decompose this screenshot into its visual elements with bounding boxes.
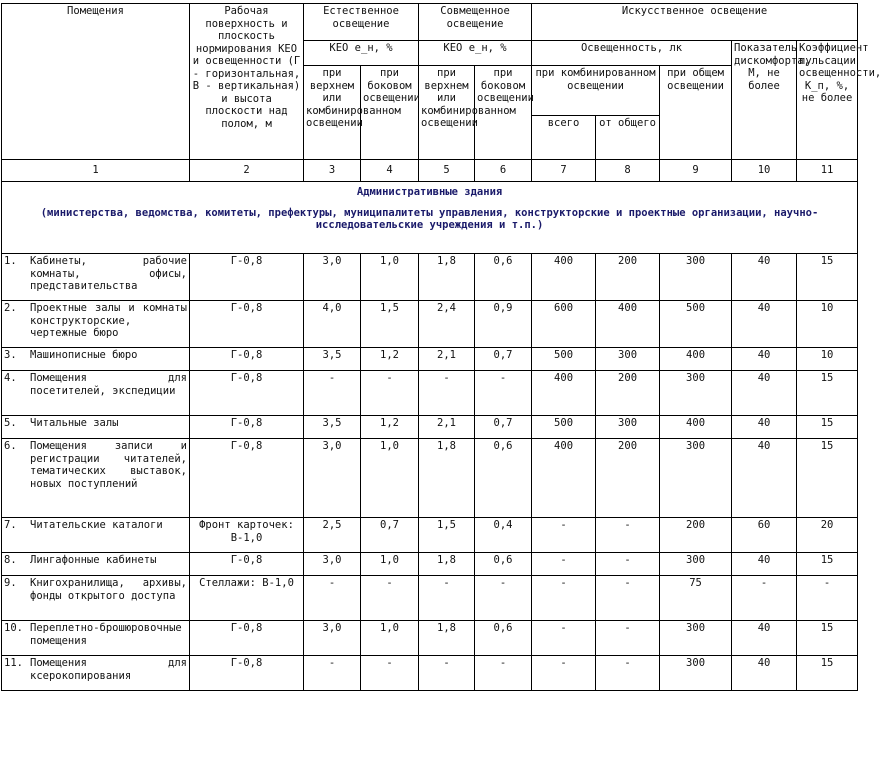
surface-cell: Г-0,8 [190, 656, 304, 691]
value-cell-c8: 400 [596, 301, 660, 348]
surface-cell: Стеллажи: В-1,0 [190, 576, 304, 621]
value-cell-c3: - [304, 576, 361, 621]
value-cell-c6: 0,6 [475, 254, 532, 301]
value-cell-c9: 300 [660, 371, 732, 416]
table-row [2, 518, 858, 553]
value-cell-c6: 0,9 [475, 301, 532, 348]
value-cell-c7: 400 [532, 439, 596, 518]
col-number: 3 [304, 160, 361, 182]
value-cell-c8: - [596, 576, 660, 621]
surface-cell: Г-0,8 [190, 621, 304, 656]
room-cell [2, 371, 190, 416]
value-cell-c5: 1,8 [419, 553, 475, 576]
value-cell-c11: 15 [797, 371, 858, 416]
value-cell-c8: - [596, 553, 660, 576]
value-cell-c11: 15 [797, 621, 858, 656]
value-cell-c5: 2,1 [419, 416, 475, 439]
value-cell-c5: 1,8 [419, 439, 475, 518]
value-cell-c11: 20 [797, 518, 858, 553]
room-cell [2, 656, 190, 691]
row-number: 10. [4, 622, 23, 634]
header-keo-combined: КЕО е_н, % [419, 41, 532, 66]
col-number: 7 [532, 160, 596, 182]
value-cell-c5: 1,8 [419, 254, 475, 301]
value-cell-c7: 500 [532, 416, 596, 439]
value-cell-c5: - [419, 371, 475, 416]
header-artificial-lighting: Искусственное освещение [532, 4, 858, 41]
value-cell-c6: 0,6 [475, 553, 532, 576]
value-cell-c11: 15 [797, 656, 858, 691]
value-cell-c5: - [419, 656, 475, 691]
value-cell-c4: 1,0 [361, 254, 419, 301]
header-work-surface: Рабочая поверхность и плоскость нормирования КЕО и освещенности (Г - горизонтальная, В - вертикальная) и высота плоскости над полом, м [190, 4, 304, 160]
value-cell-c4: 1,0 [361, 553, 419, 576]
col-number: 1 [2, 160, 190, 182]
value-cell-c9: 75 [660, 576, 732, 621]
value-cell-c3: 3,0 [304, 439, 361, 518]
row-number: 4. [4, 372, 17, 384]
section-heading [2, 182, 858, 254]
row-number: 8. [4, 554, 17, 566]
room-name: Помещения для ксерокопирования [30, 657, 187, 682]
header-total: всего [532, 116, 596, 160]
value-cell-c7: 500 [532, 348, 596, 371]
room-cell [2, 416, 190, 439]
row-number: 7. [4, 519, 17, 531]
row-number: 2. [4, 302, 17, 314]
value-cell-c6: 0,4 [475, 518, 532, 553]
value-cell-c4: - [361, 576, 419, 621]
value-cell-c5: 1,8 [419, 621, 475, 656]
value-cell-c11: 15 [797, 416, 858, 439]
value-cell-c6: 0,6 [475, 621, 532, 656]
value-cell-c3: 3,5 [304, 348, 361, 371]
value-cell-c8: - [596, 518, 660, 553]
value-cell-c3: 2,5 [304, 518, 361, 553]
table-row [2, 439, 858, 518]
value-cell-c6: 0,6 [475, 439, 532, 518]
value-cell-c8: - [596, 621, 660, 656]
value-cell-c7: 400 [532, 371, 596, 416]
surface-cell: Фронт карточек: В-1,0 [190, 518, 304, 553]
value-cell-c8: 200 [596, 254, 660, 301]
table-row [2, 416, 858, 439]
room-name: Переплетно-брошюровочные помещения [30, 622, 182, 647]
value-cell-c6: - [475, 656, 532, 691]
row-number: 6. [4, 440, 17, 452]
header-combined-side: при боковом освещении [475, 66, 532, 160]
col-number: 6 [475, 160, 532, 182]
value-cell-c4: 1,5 [361, 301, 419, 348]
value-cell-c3: - [304, 371, 361, 416]
col-number: 2 [190, 160, 304, 182]
table-row [2, 656, 858, 691]
col-number: 9 [660, 160, 732, 182]
table-row [2, 576, 858, 621]
value-cell-c10: 40 [732, 254, 797, 301]
header-keo-natural: КЕО е_н, % [304, 41, 419, 66]
room-name: Проектные залы и комнаты конструкторские, чертежные бюро [30, 302, 187, 339]
value-cell-c7: - [532, 553, 596, 576]
value-cell-c10: 40 [732, 553, 797, 576]
value-cell-c11: 15 [797, 254, 858, 301]
value-cell-c4: - [361, 656, 419, 691]
col-number: 8 [596, 160, 660, 182]
value-cell-c7: - [532, 576, 596, 621]
value-cell-c9: 300 [660, 656, 732, 691]
lighting-norms-table [1, 3, 881, 691]
section-title: Административные здания [356, 186, 503, 198]
value-cell-c10: - [732, 576, 797, 621]
value-cell-c3: 3,0 [304, 553, 361, 576]
surface-cell: Г-0,8 [190, 553, 304, 576]
header-pulsation: Коэффициент пульсации освещенности, К_п, %, не более [797, 41, 858, 160]
value-cell-c3: 3,0 [304, 621, 361, 656]
header-discomfort: Показатель дискомфорта, М, не более [732, 41, 797, 160]
row-number: 3. [4, 349, 17, 361]
value-cell-c7: - [532, 621, 596, 656]
value-cell-c8: - [596, 656, 660, 691]
row-number: 9. [4, 577, 17, 589]
header-natural-side: при боковом освещении [361, 66, 419, 160]
value-cell-c9: 400 [660, 348, 732, 371]
header-natural-top: при верхнем или комбинированном освещении [304, 66, 361, 160]
header-rooms: Помещения [2, 4, 190, 160]
section-subtitle: (министерства, ведомства, комитеты, префектуры, муниципалитеты управления, конструкторские и проектные организации, научно-исследовательские учреждения и т.п.) [40, 206, 819, 231]
table-row [2, 553, 858, 576]
room-cell [2, 621, 190, 656]
surface-cell: Г-0,8 [190, 254, 304, 301]
value-cell-c6: - [475, 576, 532, 621]
value-cell-c4: 0,7 [361, 518, 419, 553]
header-combined-top: при верхнем или комбинированном освещении [419, 66, 475, 160]
value-cell-c6: - [475, 371, 532, 416]
room-name: Кабинеты, рабочие комнаты, офисы, представительства [30, 255, 187, 292]
value-cell-c3: 4,0 [304, 301, 361, 348]
value-cell-c10: 40 [732, 656, 797, 691]
value-cell-c9: 400 [660, 416, 732, 439]
room-cell [2, 576, 190, 621]
value-cell-c5: 1,5 [419, 518, 475, 553]
value-cell-c4: - [361, 371, 419, 416]
header-at-combined: при комбинированном освещении [532, 66, 660, 116]
room-cell [2, 439, 190, 518]
value-cell-c10: 40 [732, 348, 797, 371]
value-cell-c9: 300 [660, 621, 732, 656]
value-cell-c7: - [532, 518, 596, 553]
room-name: Читальные залы [30, 417, 119, 429]
value-cell-c6: 0,7 [475, 348, 532, 371]
value-cell-c3: 3,5 [304, 416, 361, 439]
table-row [2, 348, 858, 371]
table-row [2, 371, 858, 416]
header-illuminance: Освещенность, лк [532, 41, 732, 66]
value-cell-c9: 200 [660, 518, 732, 553]
value-cell-c11: 10 [797, 301, 858, 348]
room-cell [2, 348, 190, 371]
header-natural-lighting: Естественное освещение [304, 4, 419, 41]
header-from-general: от общего [596, 116, 660, 160]
value-cell-c9: 300 [660, 254, 732, 301]
room-name: Читательские каталоги [30, 519, 163, 531]
room-name: Помещения записи и регистрации читателей, тематических выставок, новых поступлений [30, 440, 187, 490]
value-cell-c7: 400 [532, 254, 596, 301]
header-at-general: при общем освещении [660, 66, 732, 160]
col-number: 4 [361, 160, 419, 182]
value-cell-c8: 300 [596, 348, 660, 371]
table-row [2, 254, 858, 301]
surface-cell: Г-0,8 [190, 416, 304, 439]
value-cell-c11: 15 [797, 439, 858, 518]
value-cell-c4: 1,0 [361, 621, 419, 656]
col-number: 5 [419, 160, 475, 182]
value-cell-c11: - [797, 576, 858, 621]
value-cell-c10: 40 [732, 621, 797, 656]
room-name: Лингафонные кабинеты [30, 554, 157, 566]
value-cell-c10: 40 [732, 371, 797, 416]
value-cell-c8: 200 [596, 371, 660, 416]
room-cell [2, 553, 190, 576]
value-cell-c3: 3,0 [304, 254, 361, 301]
surface-cell: Г-0,8 [190, 301, 304, 348]
value-cell-c8: 200 [596, 439, 660, 518]
col-number: 10 [732, 160, 797, 182]
value-cell-c5: 2,1 [419, 348, 475, 371]
surface-cell: Г-0,8 [190, 439, 304, 518]
value-cell-c10: 40 [732, 439, 797, 518]
value-cell-c8: 300 [596, 416, 660, 439]
value-cell-c10: 60 [732, 518, 797, 553]
value-cell-c9: 300 [660, 553, 732, 576]
surface-cell: Г-0,8 [190, 371, 304, 416]
value-cell-c7: - [532, 656, 596, 691]
room-cell [2, 301, 190, 348]
row-number: 11. [4, 657, 23, 669]
room-cell [2, 254, 190, 301]
row-number: 1. [4, 255, 17, 267]
table-row [2, 621, 858, 656]
value-cell-c4: 1,2 [361, 416, 419, 439]
room-name: Помещения для посетителей, экспедиции [30, 372, 187, 397]
value-cell-c11: 15 [797, 553, 858, 576]
value-cell-c4: 1,0 [361, 439, 419, 518]
surface-cell: Г-0,8 [190, 348, 304, 371]
value-cell-c10: 40 [732, 301, 797, 348]
value-cell-c6: 0,7 [475, 416, 532, 439]
room-name: Машинописные бюро [30, 349, 138, 361]
header-combined-lighting: Совмещенное освещение [419, 4, 532, 41]
value-cell-c11: 10 [797, 348, 858, 371]
table-row [2, 301, 858, 348]
row-number: 5. [4, 417, 17, 429]
value-cell-c5: - [419, 576, 475, 621]
room-name: Книгохранилища, архивы, фонды открытого доступа [30, 577, 187, 602]
value-cell-c9: 300 [660, 439, 732, 518]
value-cell-c10: 40 [732, 416, 797, 439]
value-cell-c4: 1,2 [361, 348, 419, 371]
col-number: 11 [797, 160, 858, 182]
value-cell-c7: 600 [532, 301, 596, 348]
value-cell-c9: 500 [660, 301, 732, 348]
value-cell-c3: - [304, 656, 361, 691]
room-cell [2, 518, 190, 553]
value-cell-c5: 2,4 [419, 301, 475, 348]
